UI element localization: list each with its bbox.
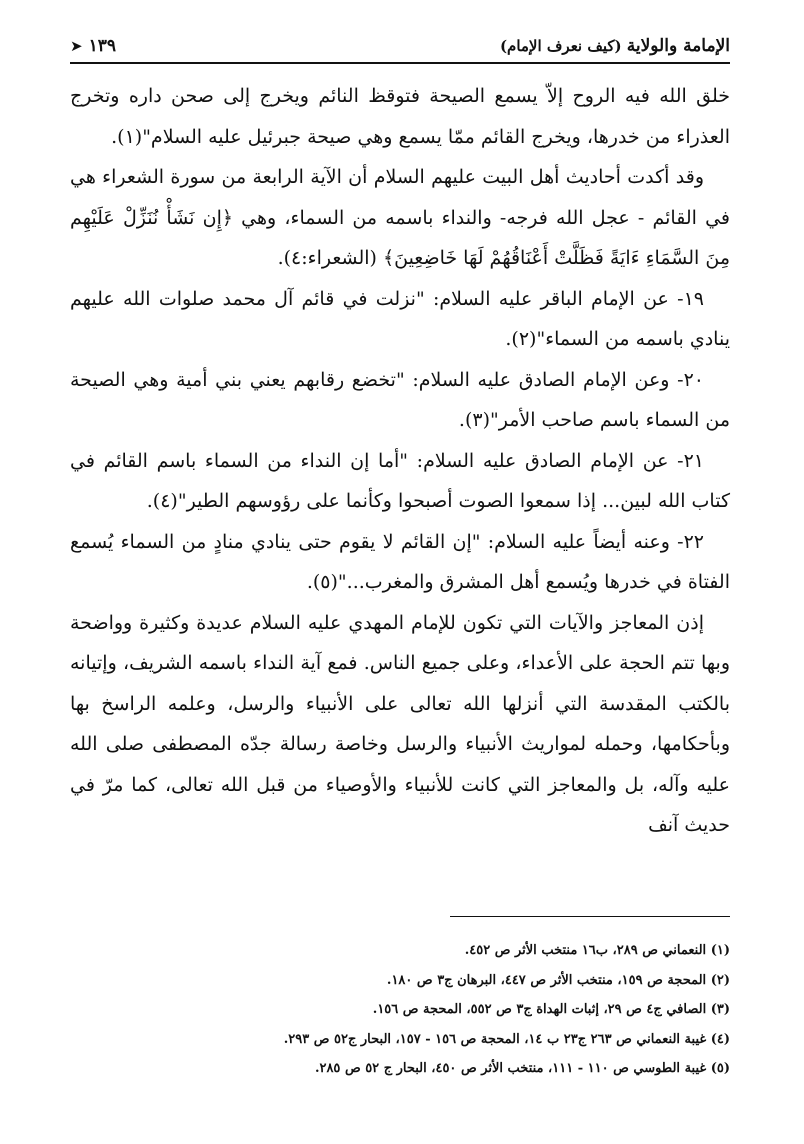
footnote-5: (٥) غيبة الطوسي ص ١١٠ - ١١١، منتخب الأثر ص ٤٥٠، البحار ج ٥٢ ص ٢٨٥.: [314, 1061, 730, 1076]
footnote-3: (٣) الصافي ج٤ ص ٢٩، إثبات الهداة ج٣ ص ٥٥٢، المحجة ص ١٥٦.: [372, 1002, 730, 1017]
running-header: [70, 30, 730, 64]
header-titles: [500, 36, 730, 56]
body-text: [70, 76, 730, 846]
arrow-icon: ➤: [70, 37, 83, 55]
paragraph-conclusion: إذن المعاجز والآيات التي تكون للإمام المهدي عليه السلام عديدة وكثيرة وواضحة وبها تتم الحجة على الأعداء، وعلى جميع الناس. فمع آية النداء باسمه الشريف، وإتيانه بالكتب المقدسة التي أنزلها الله تعالى على الأنبياء والرسل، وعلمه الراسخ بها وبأحكامها، وحمله لمواريث الأنبياء والرسل وخاصة رسالة جدّه المصطفى صلى الله عليه وآله، بل والمعاجز التي كانت للأنبياء والأوصياء من قبل الله تعالى، كما مرّ في حديث آنف: [70, 611, 730, 836]
hadith-21: ٢١- عن الإمام الصادق عليه السلام: "أما إن النداء من السماء باسم القائم في كتاب الله لبين... إذا سمعوا الصوت أصبحوا وكأنما على رؤوسهم الطير"(٤).: [70, 449, 730, 512]
footnote-4: (٤) غيبة النعماني ص ٢٦٣ ج٢٣ ب ١٤، المحجة ص ١٥٦ - ١٥٧، البحار ج٥٢ ص ٢٩٣.: [283, 1031, 730, 1047]
header-page-marker: [70, 36, 116, 56]
hadith-20: ٢٠- وعن الإمام الصادق عليه السلام: "تخضع رقابهم يعني بني أمية وهي الصيحة من السماء باسم صاحب الأمر"(٣).: [70, 368, 730, 431]
header-subtitle: (كيف نعرف الإمام): [499, 37, 622, 55]
footnote-2: (٢) المحجة ص ١٥٩، منتخب الأثر ص ٤٤٧، البرهان ج٣ ص ١٨٠.: [386, 972, 730, 988]
paragraph-ahl-bayt: وقد أكدت أحاديث أهل البيت عليهم السلام أن الآية الرابعة من سورة الشعراء هي في القائم - عجل الله فرجه- والنداء باسمه من السماء، وهي ﴿إِن نَشَأْ نُنَزِّلْ عَلَيْهِم مِنَ السَّمَاءِ ءَايَةً فَظَلَّتْ أَعْنَاقُهُمْ لَهَا خَاضِعِينَ﴾ (الشعراء:٤).: [70, 166, 730, 269]
footnote-1: (١) النعماني ص ٢٨٩، ب١٦ منتخب الأثر ص ٤٥٢.: [464, 943, 730, 958]
header-title: الإمامة والولاية: [626, 36, 730, 56]
footnotes: [70, 936, 730, 1084]
hadith-19: ١٩- عن الإمام الباقر عليه السلام: "نزلت في قائم آل محمد صلوات الله عليهم ينادي باسمه من السماء"(٢).: [70, 287, 730, 350]
paragraph-continuation: خلق الله فيه الروح إلاّ يسمع الصيحة فتوقظ النائم ويخرج إلى صحن داره وتخرج العذراء من خدرها، ويخرج القائم ممّا يسمع وهي صيحة جبرئيل عليه السلام"(١).: [70, 85, 730, 148]
hadith-22: ٢٢- وعنه أيضاً عليه السلام: "إن القائم لا يقوم حتى ينادي منادٍ من السماء يُسمع الفتاة في خدرها ويُسمع أهل المشرق والمغرب..."(٥).: [70, 530, 730, 593]
footnote-divider: [450, 916, 730, 917]
page-number: ١٣٩: [88, 36, 116, 56]
